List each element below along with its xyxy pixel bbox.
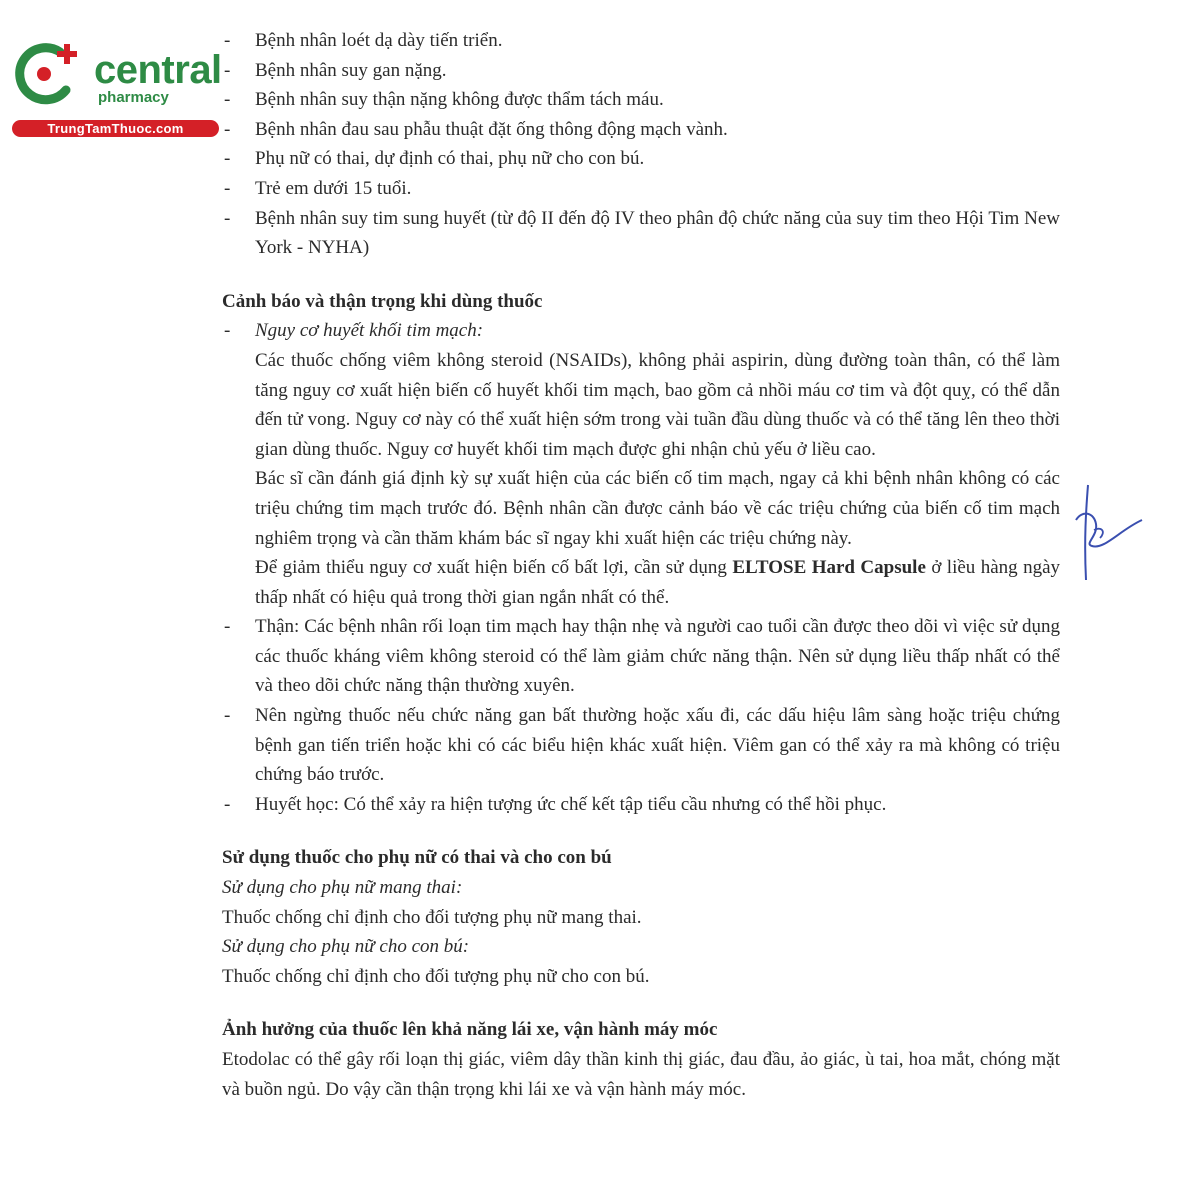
contraindication-list: [222, 26, 1060, 263]
warnings-list: [222, 316, 1060, 346]
cv-monitoring-paragraph: Bác sĩ cần đánh giá định kỳ sự xuất hiện của các biến cố tim mạch, ngay cả khi bệnh nhân không có các triệu chứng tim mạch trước đó. Bệnh nhân cần được cảnh báo về các triệu chứng của biến cố tim mạch nghiêm trọng và cần thăm khám bác sĩ ngay khi xuất hiện các triệu chứng này.: [255, 468, 1060, 549]
list-item: - Bệnh nhân loét dạ dày tiến triển.: [222, 26, 1060, 56]
list-item: - Bệnh nhân đau sau phẫu thuật đặt ống thông động mạch vành.: [222, 115, 1060, 145]
logo-brand-name: central: [94, 48, 222, 92]
product-name: ELTOSE Hard Capsule: [732, 557, 926, 579]
list-item: - Phụ nữ có thai, dự định có thai, phụ nữ cho con bú.: [222, 144, 1060, 174]
cv-dosage-paragraph: Để giảm thiểu nguy cơ xuất hiện biến cố bất lợi, cần sử dụng ELTOSE Hard Capsule ở liều hàng ngày thấp nhất có hiệu quả trong thời gian ngắn nhất có thể.: [255, 557, 1061, 608]
warnings-list-continued: [222, 612, 1060, 819]
cv-risk-title: Nguy cơ huyết khối tim mạch:: [255, 320, 484, 342]
list-item: - Nên ngừng thuốc nếu chức năng gan bất thường hoặc xấu đi, các dấu hiệu lâm sàng hoặc triệu chứng bệnh gan tiến triển hoặc khi có các biểu hiện khác xuất hiện. Viêm gan có thể xảy ra mà không có triệu chứng báo trước.: [222, 701, 1060, 790]
document-body: [222, 26, 1060, 1104]
warnings-heading: Cảnh báo và thận trọng khi dùng thuốc: [222, 290, 543, 312]
driving-heading: Ảnh hưởng của thuốc lên khả năng lái xe, vận hành máy móc: [222, 1019, 718, 1041]
list-item: - Trẻ em dưới 15 tuổi.: [222, 174, 1060, 204]
driving-text: Etodolac có thể gây rối loạn thị giác, viêm dây thần kinh thị giác, đau đầu, ảo giác, ù tai, hoa mắt, chóng mặt và buồn ngủ. Do vậy cần thận trọng khi lái xe và vận hành máy móc.: [222, 1049, 1060, 1100]
brand-logo[interactable]: [10, 38, 222, 138]
list-item: - Bệnh nhân suy thận nặng không được thẩm tách máu.: [222, 85, 1060, 115]
list-item: - Huyết học: Có thể xảy ra hiện tượng ức chế kết tập tiểu cầu nhưng có thể hồi phục.: [222, 790, 1060, 820]
cv-risk-paragraph: Các thuốc chống viêm không steroid (NSAIDs), không phải aspirin, dùng đường toàn thân, có thể làm tăng nguy cơ xuất hiện biến cố huyết khối tim mạch, bao gồm cả nhồi máu cơ tim và đột quỵ, có thể dẫn đến tử vong. Nguy cơ này có thể xuất hiện sớm trong vài tuần đầu dùng thuốc và có thể tăng lên theo thời gian dùng thuốc. Nguy cơ huyết khối tim mạch được ghi nhận chủ yếu ở liều cao.: [255, 349, 1060, 460]
list-item: - Bệnh nhân suy gan nặng.: [222, 56, 1060, 86]
handwritten-signature: [1070, 480, 1150, 590]
breastfeeding-text: Thuốc chống chỉ định cho đối tượng phụ nữ cho con bú.: [222, 965, 650, 987]
pregnancy-text: Thuốc chống chỉ định cho đối tượng phụ nữ mang thai.: [222, 906, 642, 928]
list-item: - Thận: Các bệnh nhân rối loạn tim mạch hay thận nhẹ và người cao tuổi cần được theo dõi vì việc sử dụng các thuốc kháng viêm không steroid có thể làm giảm chức năng thận. Nên sử dụng liều thấp nhất có thể và theo dõi chức năng thận thường xuyên.: [222, 612, 1060, 701]
logo-site-url: TrungTamThuoc.com: [12, 120, 219, 137]
pharmacy-cross-icon: [10, 38, 92, 108]
list-item: - Bệnh nhân suy tim sung huyết (từ độ II đến độ IV theo phân độ chức năng của suy tim theo Hội Tim New York - NYHA): [222, 204, 1060, 263]
pregnancy-heading: Sử dụng thuốc cho phụ nữ có thai và cho con bú: [222, 847, 612, 869]
pregnancy-subtitle: Sử dụng cho phụ nữ mang thai:: [222, 877, 463, 899]
list-item: [222, 316, 1060, 346]
breastfeeding-subtitle: Sử dụng cho phụ nữ cho con bú:: [222, 936, 470, 958]
logo-subtitle: pharmacy: [98, 89, 169, 106]
